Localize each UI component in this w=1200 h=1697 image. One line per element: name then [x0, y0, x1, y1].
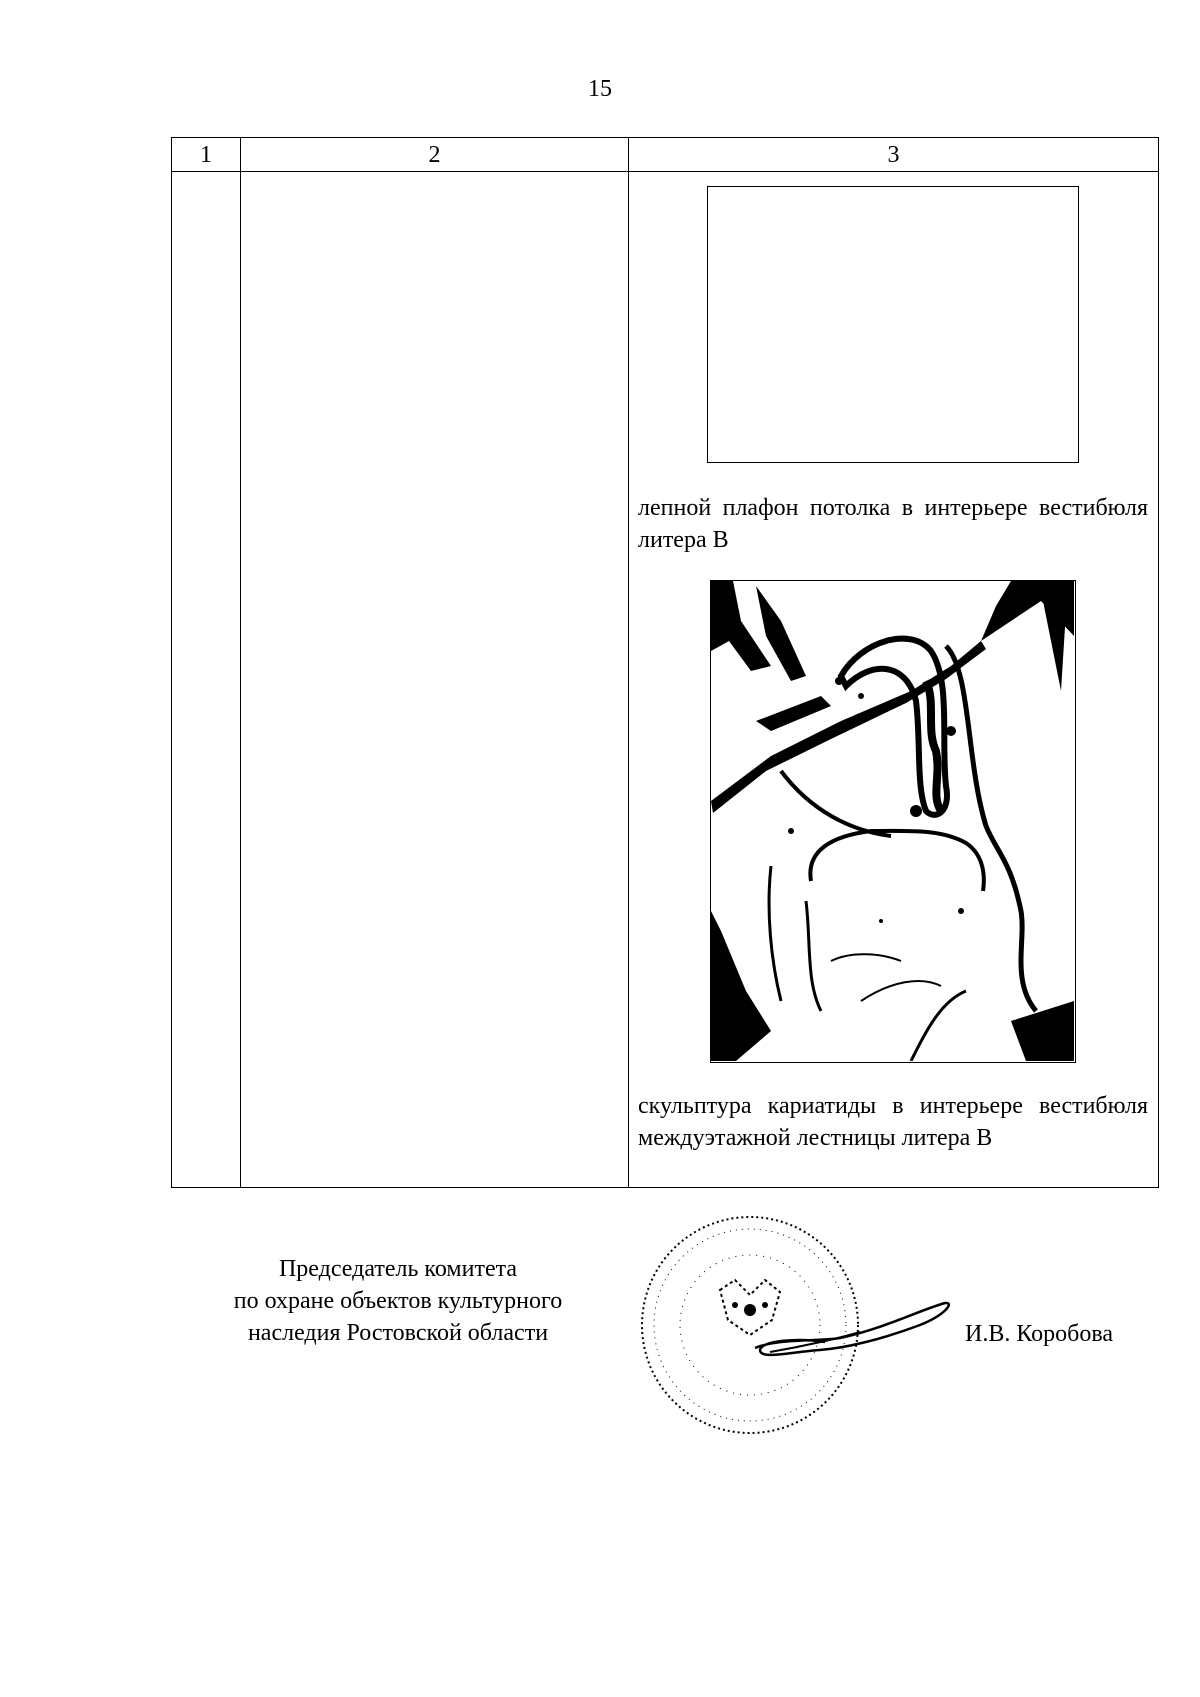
signatory-position-line: Председатель комитета: [278, 1256, 518, 1282]
column-header-2: 2: [241, 138, 629, 172]
table-header-row: [172, 138, 1159, 172]
ceiling-plafond-photo: [707, 186, 1079, 463]
objects-table: [171, 137, 1159, 1188]
signatory-name: И.В. Коробова: [965, 1321, 1114, 1347]
signatory-position-line: наследия Ростовской области: [247, 1320, 549, 1346]
official-seal-and-signature: [640, 1210, 950, 1455]
signatory-position: [190, 1253, 606, 1349]
photo-caption-plafond: лепной плафон потолка в интерьере вестибюля литера В: [638, 495, 1148, 553]
column-header-1: 1: [172, 138, 241, 172]
cell-photos: [629, 172, 1159, 1188]
table-row: [172, 172, 1159, 1188]
photo-caption-caryatid: скульптура кариатиды в интерьере вестибюля междуэтажной лестницы литера В: [638, 1093, 1148, 1151]
column-header-3: 3: [629, 138, 1159, 172]
cell-description: [241, 172, 629, 1188]
signatory-position-line: по охране объектов культурного: [233, 1288, 563, 1314]
caryatid-sculpture-photo: [710, 580, 1076, 1063]
cell-number: [172, 172, 241, 1188]
page-number: 15: [588, 76, 612, 102]
